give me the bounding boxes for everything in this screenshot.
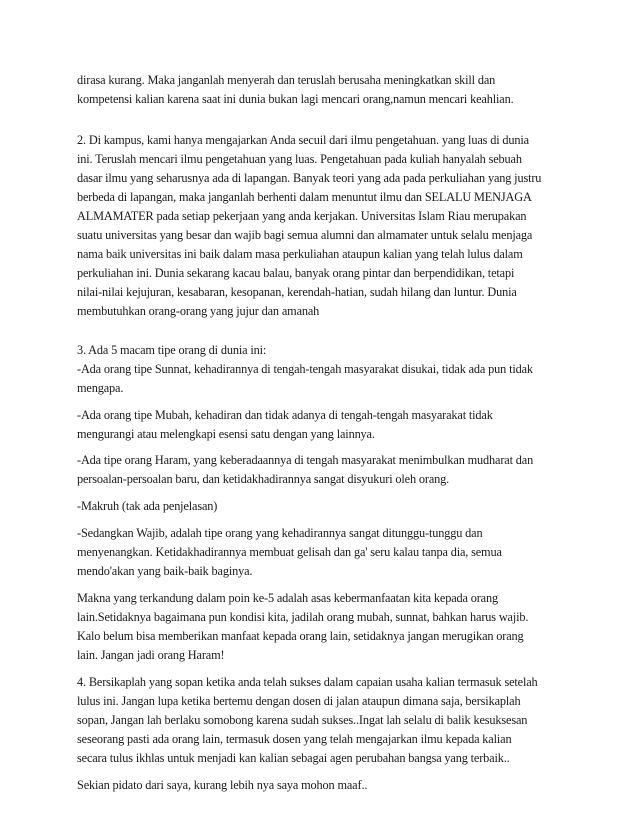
text-line: ini. Teruslah mencari ilmu pengetahuan yang luas. Pengetahuan pada kuliah hanyalah sebuah: [77, 152, 522, 166]
text-line: persoalan-persoalan baru, dan ketidakhadirannya sangat disyukuri oleh orang.: [77, 472, 450, 486]
text-line: Makna yang terkandung dalam poin ke-5 adalah asas kebermanfaatan kita kepada orang: [77, 591, 498, 605]
text-line: ALMAMATER pada setiap pekerjaan yang anda kerjakan. Universitas Islam Riau merupakan: [77, 209, 527, 223]
text-line: kompetensi kalian karena saat ini dunia bukan lagi mencari orang,namun mencari keahlian.: [77, 92, 514, 106]
text-line: -Ada orang tipe Sunnat, kehadirannya di tengah-tengah masyarakat disukai, tidak ada pun tidak: [77, 362, 533, 376]
text-line: lulus ini. Jangan lupa ketika bertemu dengan dosen di jalan ataupun dimana saja, bersikaplah: [77, 694, 521, 708]
text-line: suatu universitas yang besar dan wajib bagi semua alumni dan almamater untuk selalu menjaga: [77, 228, 533, 242]
text-line: 3. Ada 5 macam tipe orang di dunia ini:: [77, 343, 267, 357]
text-line: -Ada orang tipe Mubah, kehadiran dan tidak adanya di tengah-tengah masyarakat tidak: [77, 408, 493, 422]
text-line: dasar ilmu yang seharusnya ada di lapangan. Banyak teori yang ada pada perkuliahan yang justru: [77, 171, 542, 185]
text-line: mendo'akan yang baik-baik baginya.: [77, 564, 253, 578]
text-line: menyenangkan. Ketidakhadirannya membuat gelisah dan ga' seru kalau tanpa dia, semua: [77, 545, 502, 559]
text-line: seseorang pasti ada orang lain, termasuk dosen yang telah mengajarkan ilmu kepada kalian: [77, 732, 512, 746]
text-line: Sekian pidato dari saya, kurang lebih nya saya mohon maaf..: [77, 778, 368, 792]
text-line: -Sedangkan Wajib, adalah tipe orang yang kehadirannya sangat ditunggu-tunggu dan: [77, 526, 483, 540]
text-line: nilai-nilai kejujuran, kesabaran, kesopanan, kerendah-hatian, sudah hilang dan luntur. Dunia: [77, 285, 517, 299]
text-line: nama baik universitas ini baik dalam masa perkuliahan ataupun kalian yang telah lulus dalam: [77, 247, 523, 261]
text-line: sopan, Jangan lah berlaku somobong karena sudah sukses..Ingat lah selalu di balik kesuksesan: [77, 713, 528, 727]
text-line: lain.Setidaknya bagaimana pun kondisi kita, jadilah orang mubah, sunnat, bahkan harus wajib.: [77, 610, 529, 624]
text-line: perkuliahan ini. Dunia sekarang kacau balau, banyak orang pintar dan berpendidikan, tetapi: [77, 266, 515, 280]
text-line: mengapa.: [77, 381, 124, 395]
text-line: -Makruh (tak ada penjelasan): [77, 499, 218, 513]
text-line: membutuhkan orang-orang yang jujur dan amanah: [77, 304, 320, 318]
text-line: 4. Bersikaplah yang sopan ketika anda telah sukses dalam capaian usaha kalian termasuk setelah: [77, 675, 538, 689]
text-line: dirasa kurang. Maka janganlah menyerah dan teruslah berusaha meningkatkan skill dan: [77, 73, 496, 87]
text-line: berbeda di lapangan, maka janganlah berhenti dalam menuntut ilmu dan SELALU MENJAGA: [77, 190, 532, 204]
text-line: -Ada tipe orang Haram, yang keberadaannya di tengah masyarakat menimbulkan mudharat dan: [77, 453, 534, 467]
text-line: mengurangi atau melengkapi esensi satu dengan yang lainnya.: [77, 427, 375, 441]
text-line: secara tulus ikhlas untuk menjadi kan kalian sebagai agen perubahan bangsa yang terbaik..: [77, 751, 510, 765]
text-line: 2. Di kampus, kami hanya mengajarkan Anda secuil dari ilmu pengetahuan. yang luas di dunia: [77, 133, 529, 147]
text-line: Kalo belum bisa memberikan manfaat kepada orang lain, setidaknya jangan merugikan orang: [77, 629, 524, 643]
text-line: lain. Jangan jadi orang Haram!: [77, 648, 225, 662]
